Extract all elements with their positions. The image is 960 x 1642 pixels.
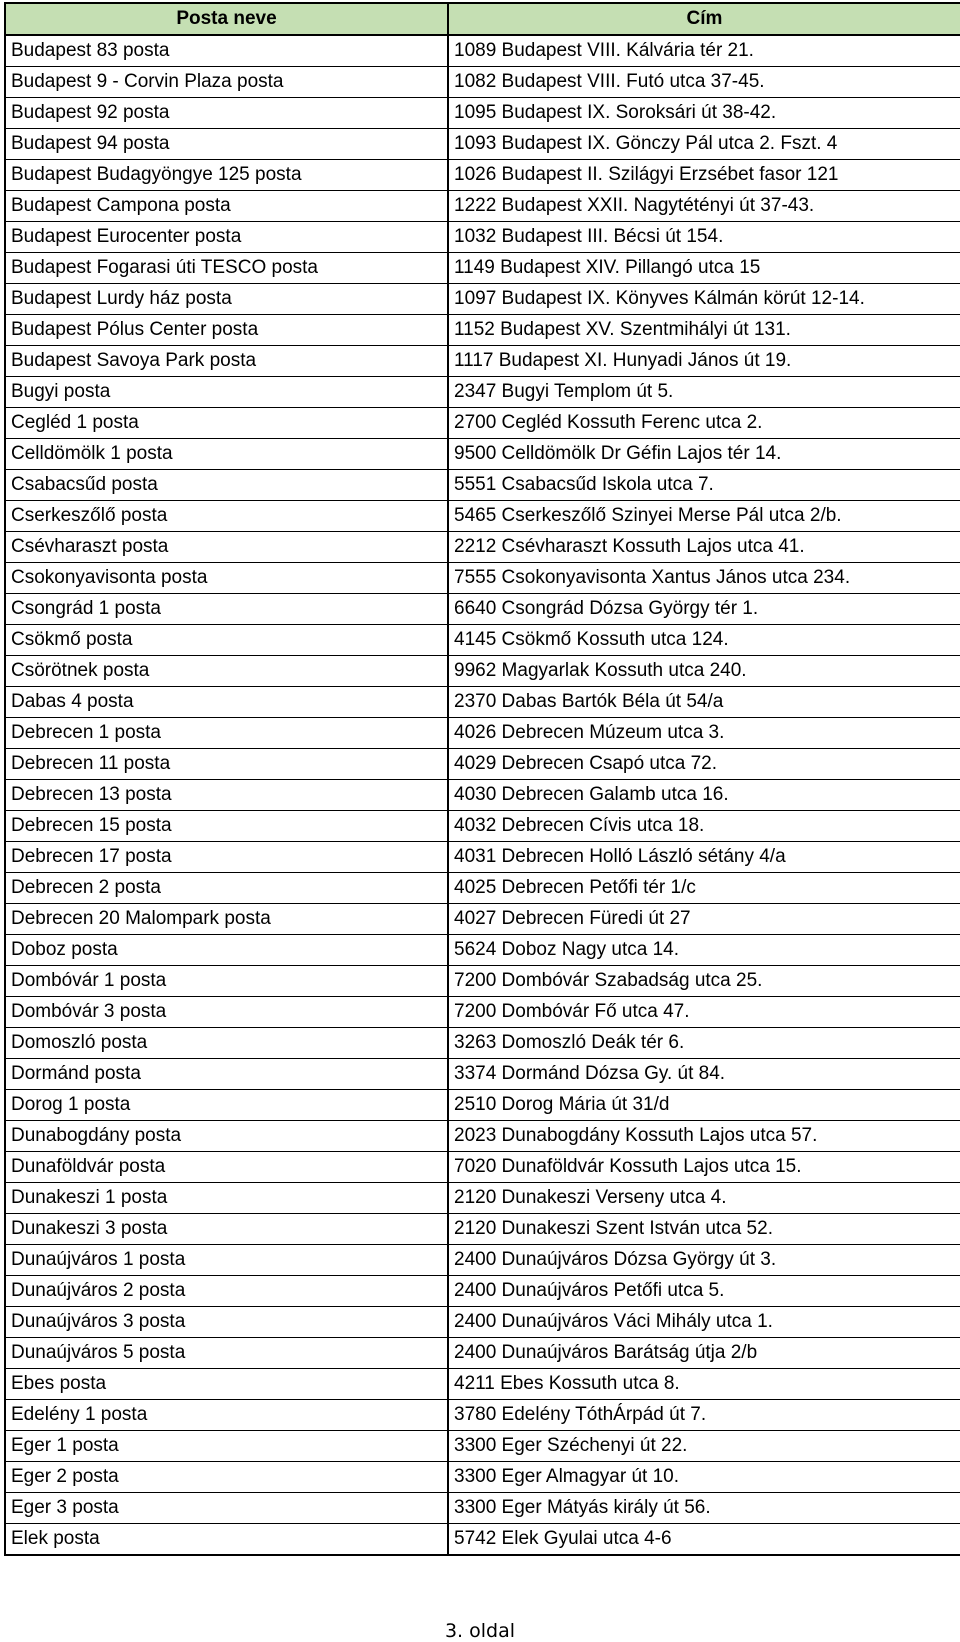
header-posta-neve: Posta neve bbox=[5, 3, 448, 35]
table-row bbox=[5, 253, 960, 284]
post-office-address-cell: 1222 Budapest XXII. Nagytétényi út 37-43. bbox=[448, 191, 960, 222]
post-office-name-cell: Doboz posta bbox=[5, 935, 448, 966]
post-office-name-cell: Dorog 1 posta bbox=[5, 1090, 448, 1121]
table-row bbox=[5, 1369, 960, 1400]
post-office-name-cell: Budapest Lurdy ház posta bbox=[5, 284, 448, 315]
post-office-address-cell: 2370 Dabas Bartók Béla út 54/a bbox=[448, 687, 960, 718]
table-row bbox=[5, 1059, 960, 1090]
post-office-address-cell: 1032 Budapest III. Bécsi út 154. bbox=[448, 222, 960, 253]
post-office-address-cell: 1093 Budapest IX. Gönczy Pál utca 2. Fszt. 4 bbox=[448, 129, 960, 160]
table-row bbox=[5, 625, 960, 656]
post-office-name-cell: Debrecen 17 posta bbox=[5, 842, 448, 873]
table-row bbox=[5, 1524, 960, 1556]
post-office-name-cell: Budapest Eurocenter posta bbox=[5, 222, 448, 253]
post-office-address-cell: 4029 Debrecen Csapó utca 72. bbox=[448, 749, 960, 780]
post-office-name-cell: Debrecen 13 posta bbox=[5, 780, 448, 811]
post-office-address-cell: 9962 Magyarlak Kossuth utca 240. bbox=[448, 656, 960, 687]
table-row bbox=[5, 35, 960, 67]
post-office-address-cell: 1026 Budapest II. Szilágyi Erzsébet fasor 121 bbox=[448, 160, 960, 191]
post-office-address-cell: 4026 Debrecen Múzeum utca 3. bbox=[448, 718, 960, 749]
table-row bbox=[5, 1214, 960, 1245]
post-office-table bbox=[4, 2, 960, 1556]
post-office-name-cell: Debrecen 2 posta bbox=[5, 873, 448, 904]
post-office-name-cell: Domoszló posta bbox=[5, 1028, 448, 1059]
table-row bbox=[5, 904, 960, 935]
post-office-name-cell: Dunaújváros 1 posta bbox=[5, 1245, 448, 1276]
table-row bbox=[5, 1338, 960, 1369]
post-office-address-cell: 3300 Eger Almagyar út 10. bbox=[448, 1462, 960, 1493]
table-row bbox=[5, 656, 960, 687]
post-office-name-cell: Dunabogdány posta bbox=[5, 1121, 448, 1152]
post-office-name-cell: Dunaújváros 2 posta bbox=[5, 1276, 448, 1307]
table-row bbox=[5, 377, 960, 408]
post-office-address-cell: 1149 Budapest XIV. Pillangó utca 15 bbox=[448, 253, 960, 284]
post-office-address-cell: 7020 Dunaföldvár Kossuth Lajos utca 15. bbox=[448, 1152, 960, 1183]
post-office-name-cell: Budapest 83 posta bbox=[5, 35, 448, 67]
post-office-address-cell: 1097 Budapest IX. Könyves Kálmán körút 12-14. bbox=[448, 284, 960, 315]
post-office-name-cell: Debrecen 15 posta bbox=[5, 811, 448, 842]
table-row bbox=[5, 191, 960, 222]
table-row bbox=[5, 1245, 960, 1276]
post-office-address-cell: 9500 Celldömölk Dr Géfin Lajos tér 14. bbox=[448, 439, 960, 470]
post-office-address-cell: 2120 Dunakeszi Verseny utca 4. bbox=[448, 1183, 960, 1214]
post-office-name-cell: Bugyi posta bbox=[5, 377, 448, 408]
table-row bbox=[5, 346, 960, 377]
post-office-name-cell: Budapest 92 posta bbox=[5, 98, 448, 129]
post-office-address-cell: 1152 Budapest XV. Szentmihályi út 131. bbox=[448, 315, 960, 346]
table-row bbox=[5, 1276, 960, 1307]
post-office-name-cell: Dabas 4 posta bbox=[5, 687, 448, 718]
post-office-address-cell: 1082 Budapest VIII. Futó utca 37-45. bbox=[448, 67, 960, 98]
table-row bbox=[5, 501, 960, 532]
table-row bbox=[5, 811, 960, 842]
post-office-name-cell: Budapest Fogarasi úti TESCO posta bbox=[5, 253, 448, 284]
table-row bbox=[5, 1462, 960, 1493]
post-office-name-cell: Dunakeszi 1 posta bbox=[5, 1183, 448, 1214]
post-office-name-cell: Cegléd 1 posta bbox=[5, 408, 448, 439]
table-row bbox=[5, 1493, 960, 1524]
table-row bbox=[5, 935, 960, 966]
post-office-address-cell: 1095 Budapest IX. Soroksári út 38-42. bbox=[448, 98, 960, 129]
post-office-address-cell: 2023 Dunabogdány Kossuth Lajos utca 57. bbox=[448, 1121, 960, 1152]
post-office-name-cell: Budapest 9 - Corvin Plaza posta bbox=[5, 67, 448, 98]
post-office-name-cell: Dunaföldvár posta bbox=[5, 1152, 448, 1183]
post-office-address-cell: 2120 Dunakeszi Szent István utca 52. bbox=[448, 1214, 960, 1245]
post-office-address-cell: 6640 Csongrád Dózsa György tér 1. bbox=[448, 594, 960, 625]
table-row bbox=[5, 997, 960, 1028]
post-office-name-cell: Budapest 94 posta bbox=[5, 129, 448, 160]
post-office-address-cell: 3300 Eger Széchenyi út 22. bbox=[448, 1431, 960, 1462]
post-office-address-cell: 5624 Doboz Nagy utca 14. bbox=[448, 935, 960, 966]
post-office-name-cell: Debrecen 11 posta bbox=[5, 749, 448, 780]
post-office-address-cell: 4027 Debrecen Füredi út 27 bbox=[448, 904, 960, 935]
post-office-name-cell: Dunaújváros 3 posta bbox=[5, 1307, 448, 1338]
header-row bbox=[5, 3, 960, 35]
post-office-name-cell: Edelény 1 posta bbox=[5, 1400, 448, 1431]
table-row bbox=[5, 780, 960, 811]
table-row bbox=[5, 594, 960, 625]
table-row bbox=[5, 67, 960, 98]
post-office-address-cell: 7200 Dombóvár Szabadság utca 25. bbox=[448, 966, 960, 997]
post-office-address-cell: 1089 Budapest VIII. Kálvária tér 21. bbox=[448, 35, 960, 67]
post-office-name-cell: Csabacsűd posta bbox=[5, 470, 448, 501]
table-row bbox=[5, 408, 960, 439]
post-office-name-cell: Celldömölk 1 posta bbox=[5, 439, 448, 470]
table-row bbox=[5, 284, 960, 315]
table-row bbox=[5, 1090, 960, 1121]
post-office-address-cell: 4025 Debrecen Petőfi tér 1/c bbox=[448, 873, 960, 904]
table-row bbox=[5, 1121, 960, 1152]
post-office-name-cell: Elek posta bbox=[5, 1524, 448, 1556]
post-office-name-cell: Dormánd posta bbox=[5, 1059, 448, 1090]
post-office-name-cell: Debrecen 20 Malompark posta bbox=[5, 904, 448, 935]
post-office-name-cell: Eger 3 posta bbox=[5, 1493, 448, 1524]
post-office-address-cell: 2510 Dorog Mária út 31/d bbox=[448, 1090, 960, 1121]
table-row bbox=[5, 129, 960, 160]
post-office-address-cell: 3300 Eger Mátyás király út 56. bbox=[448, 1493, 960, 1524]
post-office-address-cell: 2700 Cegléd Kossuth Ferenc utca 2. bbox=[448, 408, 960, 439]
post-office-name-cell: Ebes posta bbox=[5, 1369, 448, 1400]
table-row bbox=[5, 563, 960, 594]
post-office-name-cell: Csörötnek posta bbox=[5, 656, 448, 687]
post-office-address-cell: 1117 Budapest XI. Hunyadi János út 19. bbox=[448, 346, 960, 377]
post-office-name-cell: Csévharaszt posta bbox=[5, 532, 448, 563]
table-row bbox=[5, 687, 960, 718]
post-office-address-cell: 5742 Elek Gyulai utca 4-6 bbox=[448, 1524, 960, 1556]
table-row bbox=[5, 315, 960, 346]
post-office-address-cell: 2400 Dunaújváros Váci Mihály utca 1. bbox=[448, 1307, 960, 1338]
table-row bbox=[5, 966, 960, 997]
post-office-address-cell: 5551 Csabacsűd Iskola utca 7. bbox=[448, 470, 960, 501]
page-number: 3. oldal bbox=[444, 1620, 516, 1642]
post-office-address-cell: 4145 Csökmő Kossuth utca 124. bbox=[448, 625, 960, 656]
table-row bbox=[5, 749, 960, 780]
post-office-address-cell: 3374 Dormánd Dózsa Gy. út 84. bbox=[448, 1059, 960, 1090]
table-row bbox=[5, 532, 960, 563]
table-row bbox=[5, 873, 960, 904]
post-office-name-cell: Budapest Budagyöngye 125 posta bbox=[5, 160, 448, 191]
post-office-address-cell: 7555 Csokonyavisonta Xantus János utca 234. bbox=[448, 563, 960, 594]
post-office-address-cell: 2400 Dunaújváros Petőfi utca 5. bbox=[448, 1276, 960, 1307]
post-office-address-cell: 2212 Csévharaszt Kossuth Lajos utca 41. bbox=[448, 532, 960, 563]
table-row bbox=[5, 1431, 960, 1462]
post-office-address-cell: 3263 Domoszló Deák tér 6. bbox=[448, 1028, 960, 1059]
post-office-address-cell: 2347 Bugyi Templom út 5. bbox=[448, 377, 960, 408]
table-row bbox=[5, 98, 960, 129]
post-office-name-cell: Csokonyavisonta posta bbox=[5, 563, 448, 594]
post-office-name-cell: Csongrád 1 posta bbox=[5, 594, 448, 625]
post-office-name-cell: Dunakeszi 3 posta bbox=[5, 1214, 448, 1245]
post-office-name-cell: Cserkeszőlő posta bbox=[5, 501, 448, 532]
table-row bbox=[5, 1400, 960, 1431]
post-office-name-cell: Eger 2 posta bbox=[5, 1462, 448, 1493]
table-row bbox=[5, 160, 960, 191]
table-row bbox=[5, 439, 960, 470]
table-row bbox=[5, 470, 960, 501]
post-office-name-cell: Budapest Pólus Center posta bbox=[5, 315, 448, 346]
table-row bbox=[5, 718, 960, 749]
post-office-address-cell: 4030 Debrecen Galamb utca 16. bbox=[448, 780, 960, 811]
table-row bbox=[5, 1152, 960, 1183]
post-office-address-cell: 3780 Edelény TóthÁrpád út 7. bbox=[448, 1400, 960, 1431]
post-office-address-cell: 4032 Debrecen Cívis utca 18. bbox=[448, 811, 960, 842]
post-office-name-cell: Debrecen 1 posta bbox=[5, 718, 448, 749]
post-office-address-cell: 7200 Dombóvár Fő utca 47. bbox=[448, 997, 960, 1028]
post-office-name-cell: Eger 1 posta bbox=[5, 1431, 448, 1462]
post-office-address-cell: 4211 Ebes Kossuth utca 8. bbox=[448, 1369, 960, 1400]
header-cim: Cím bbox=[448, 3, 960, 35]
post-office-address-cell: 5465 Cserkeszőlő Szinyei Merse Pál utca 2/b. bbox=[448, 501, 960, 532]
post-office-name-cell: Dombóvár 1 posta bbox=[5, 966, 448, 997]
table-header bbox=[5, 3, 960, 35]
post-office-name-cell: Csökmő posta bbox=[5, 625, 448, 656]
post-office-name-cell: Dunaújváros 5 posta bbox=[5, 1338, 448, 1369]
post-office-address-cell: 2400 Dunaújváros Barátság útja 2/b bbox=[448, 1338, 960, 1369]
table-row bbox=[5, 1307, 960, 1338]
table-row bbox=[5, 842, 960, 873]
post-office-address-cell: 4031 Debrecen Holló László sétány 4/a bbox=[448, 842, 960, 873]
post-office-name-cell: Budapest Savoya Park posta bbox=[5, 346, 448, 377]
table-row bbox=[5, 222, 960, 253]
table-row bbox=[5, 1183, 960, 1214]
post-office-name-cell: Dombóvár 3 posta bbox=[5, 997, 448, 1028]
table-body bbox=[5, 35, 960, 1555]
post-office-name-cell: Budapest Campona posta bbox=[5, 191, 448, 222]
table-row bbox=[5, 1028, 960, 1059]
post-office-address-cell: 2400 Dunaújváros Dózsa György út 3. bbox=[448, 1245, 960, 1276]
